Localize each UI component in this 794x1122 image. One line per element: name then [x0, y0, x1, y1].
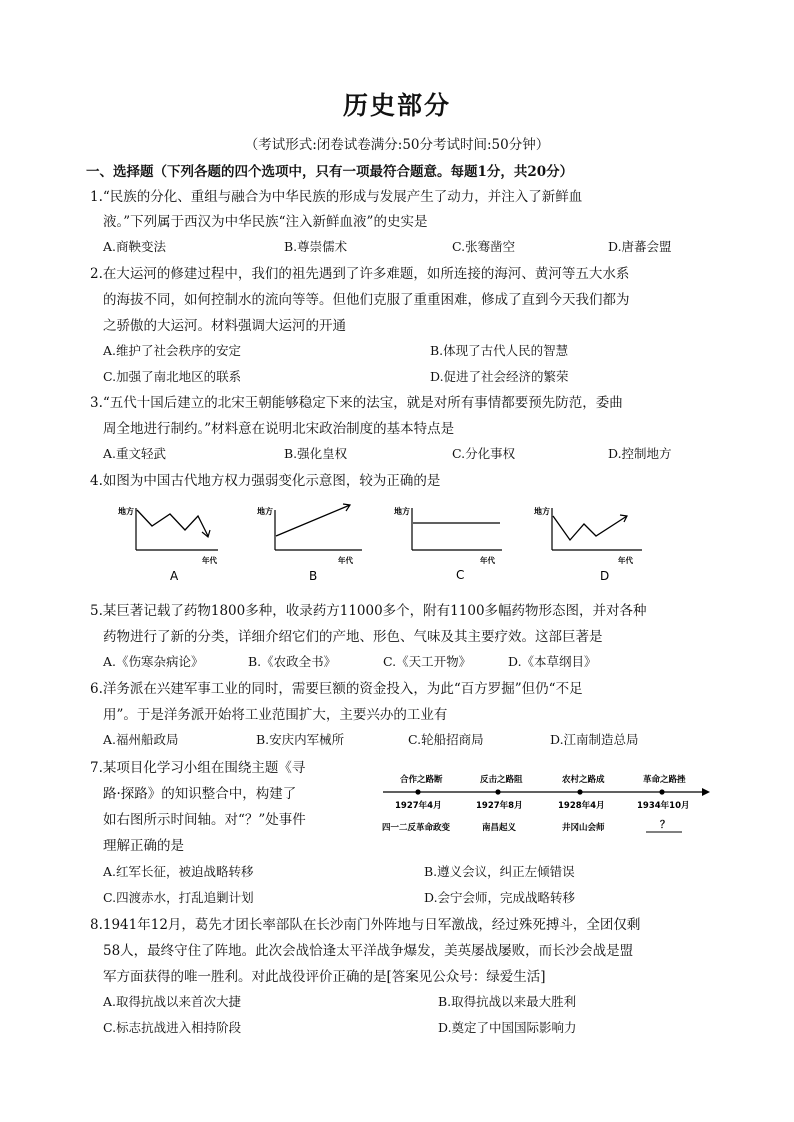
timeline-date-4: 1934年10月	[637, 801, 690, 811]
timeline-date-1: 1927年4月	[395, 801, 442, 811]
timeline-date-2: 1927年8月	[476, 801, 523, 811]
q5-option-c[interactable]: C.《天工开物》	[383, 654, 472, 669]
q7-line-2: 路·探路》的知识整合中，构建了	[103, 786, 297, 802]
q6-line-2: 用”。于是洋务派开始将工业范围扩大，主要兴办的工业有	[103, 707, 448, 723]
q8-option-b[interactable]: B.取得抗战以来最大胜利	[438, 994, 577, 1009]
graph-c-ylabel: 地方	[394, 507, 410, 516]
q1-option-a[interactable]: A.商鞅变法	[103, 239, 167, 254]
timeline-dot-2	[495, 789, 500, 794]
q5-option-b[interactable]: B.《农政全书》	[248, 654, 337, 669]
q6-option-b[interactable]: B.安庆内军械所	[256, 732, 345, 747]
timeline-theme-1: 合作之路断	[400, 775, 443, 785]
graph-d-letter: D	[600, 569, 610, 583]
graph-b-ylabel: 地方	[257, 507, 273, 516]
graph-b[interactable]	[252, 500, 382, 585]
q7-line-4: 理解正确的是	[103, 838, 184, 854]
q8-line-3: 军方面获得的唯一胜利。对此战役评价正确的是[答案见公众号：绿爱生活]	[103, 969, 546, 985]
q1-line-2: 液。”下列属于西汉为中华民族“注入新鲜血液”的史实是	[103, 214, 428, 230]
timeline-dot-4	[659, 789, 664, 794]
q6-line-1: 6.洋务派在兴建军事工业的同时，需要巨额的资金投入，为此“百方罗掘”但仍“不足	[90, 681, 583, 697]
q7-option-d[interactable]: D.会宁会师，完成战略转移	[424, 890, 576, 905]
q3-line-1: 3.“五代十国后建立的北宋王朝能够稳定下来的法宝，就是对所有事情都要预先防范，委曲	[90, 395, 623, 411]
graph-a-ylabel: 地方	[118, 507, 134, 516]
q3-option-c[interactable]: C.分化事权	[452, 446, 516, 461]
timeline-event-3: 井冈山会师	[562, 823, 605, 833]
q1-option-b[interactable]: B.尊崇儒术	[284, 239, 348, 254]
q6-option-c[interactable]: C.轮船招商局	[408, 732, 484, 747]
graph-b-trend-line	[276, 505, 350, 536]
graph-a-trend-line	[137, 510, 208, 536]
q2-option-c[interactable]: C.加强了南北地区的联系	[103, 369, 242, 384]
graph-a-letter: A	[170, 569, 179, 583]
q1-option-c[interactable]: C.张骞凿空	[452, 239, 516, 254]
q6-option-d[interactable]: D.江南制造总局	[550, 732, 639, 747]
timeline-theme-4: 革命之路挫	[643, 775, 686, 785]
q7-option-a[interactable]: A.红军长征，被迫战略转移	[103, 864, 254, 879]
q6-option-a[interactable]: A.福州船政局	[103, 732, 179, 747]
q8-option-c[interactable]: C.标志抗战进入相持阶段	[103, 1020, 242, 1035]
timeline-arrow-icon	[702, 788, 710, 796]
q7-option-c[interactable]: C.四渡赤水，打乱追剿计划	[103, 890, 254, 905]
q7-line-1: 7.某项目化学习小组在围绕主题《寻	[90, 760, 306, 776]
q8-option-a[interactable]: A.取得抗战以来首次大捷	[103, 994, 242, 1009]
timeline-event-2: 南昌起义	[482, 823, 517, 833]
q2-line-2: 的海拔不同，如何控制水的流向等等。但他们克服了重重困难，修成了直到今天我们都为	[103, 292, 630, 308]
graph-a[interactable]	[110, 500, 240, 585]
q5-option-d[interactable]: D.《本草纲目》	[508, 654, 597, 669]
timeline-theme-2: 反击之路阻	[480, 775, 523, 785]
timeline-dot-1	[415, 789, 420, 794]
graph-c[interactable]	[390, 500, 520, 585]
q8-option-d[interactable]: D.奠定了中国国际影响力	[438, 1020, 577, 1035]
graph-a-xlabel: 年代	[202, 556, 217, 565]
timeline-event-1: 四一二反革命政变	[382, 823, 451, 833]
q8-line-1: 8.1941年12月，葛先才团长率部队在长沙南门外阵地与日军激战，经过殊死搏斗，全团仅剩	[90, 917, 641, 933]
q5-line-1: 5.某巨著记载了药物1800多种，收录药方11000多个，附有1100多幅药物形态图，并对各种	[90, 603, 647, 619]
q4-line-1: 4.如图为中国古代地方权力强弱变化示意图，较为正确的是	[90, 473, 441, 489]
q5-option-a[interactable]: A.《伤寒杂病论》	[103, 654, 204, 669]
q3-option-a[interactable]: A.重文轻武	[103, 446, 167, 461]
timeline-date-3: 1928年4月	[558, 801, 605, 811]
graph-b-letter: B	[309, 569, 318, 583]
timeline-theme-3: 农村之路成	[562, 775, 605, 785]
q7-option-b[interactable]: B.遵义会议，纠正左倾错误	[424, 864, 575, 879]
q2-option-b[interactable]: B.体现了古代人民的智慧	[430, 343, 569, 358]
q2-option-a[interactable]: A.维护了社会秩序的安定	[103, 343, 242, 358]
graph-d-trend-line	[553, 516, 627, 540]
q2-option-d[interactable]: D.促进了社会经济的繁荣	[430, 369, 569, 384]
graph-c-xlabel: 年代	[480, 556, 495, 565]
q1-option-d[interactable]: D.唐蕃会盟	[608, 239, 672, 254]
graph-c-letter: C	[456, 568, 465, 582]
q7-line-3: 如右图所示时间轴。对“？”处事件	[103, 812, 306, 828]
q3-option-d[interactable]: D.控制地方	[608, 446, 672, 461]
q2-line-3: 之骄傲的大运河。材料强调大运河的开通	[103, 318, 346, 334]
q8-line-2: 58人，最终守住了阵地。此次会战恰逢太平洋战争爆发，美英屡战屡败，而长沙会战是盟	[103, 943, 634, 959]
timeline-dot-3	[577, 789, 582, 794]
graph-d-ylabel: 地方	[534, 507, 550, 516]
section-heading: 一、选择题（下列各题的四个选项中，只有一项最符合题意。每题1分，共20分）	[86, 164, 574, 180]
timeline-event-4: ？	[660, 820, 670, 831]
graph-b-xlabel: 年代	[338, 556, 353, 565]
exam-info: （考试形式:闭卷试卷满分:50分考试时间:50分钟）	[244, 137, 550, 153]
q2-line-1: 2.在大运河的修建过程中，我们的祖先遇到了许多难题，如所连接的海河、黄河等五大水系	[90, 266, 630, 282]
q5-line-2: 药物进行了新的分类，详细介绍它们的产地、形色、气味及其主要疗效。这部巨著是	[103, 629, 603, 645]
q1-line-1: 1.“民族的分化、重组与融合为中华民族的形成与发展产生了动力，并注入了新鲜血	[90, 189, 583, 205]
page-title: 历史部分	[342, 91, 451, 120]
q3-option-b[interactable]: B.强化皇权	[284, 446, 348, 461]
graph-d-xlabel: 年代	[618, 556, 633, 565]
graph-d[interactable]	[530, 500, 660, 585]
q3-line-2: 周全地进行制约。”材料意在说明北宋政治制度的基本特点是	[103, 421, 455, 437]
timeline-diagram	[380, 768, 715, 836]
